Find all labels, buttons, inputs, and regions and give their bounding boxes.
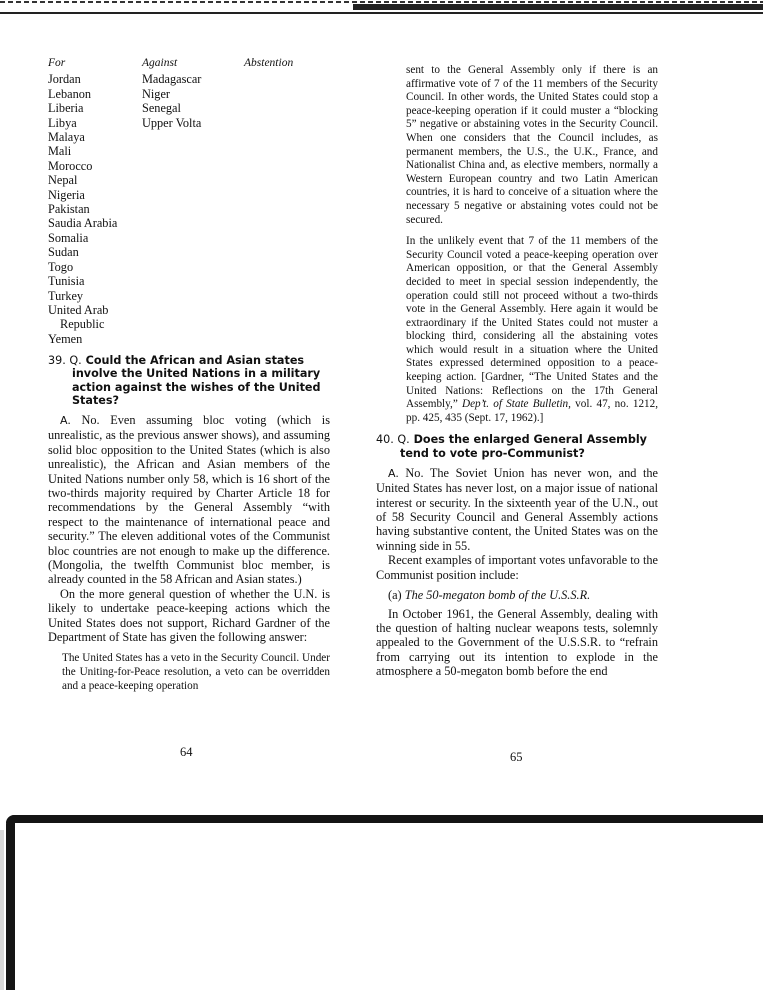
page-number-right: 65 — [510, 750, 523, 764]
vote-table — [48, 56, 330, 346]
for-item: United Arab — [48, 302, 109, 317]
page-number-left: 64 — [180, 745, 193, 759]
for-item: Nigeria — [48, 187, 85, 202]
for-item: Liberia — [48, 101, 84, 116]
for-item: Jordan — [48, 72, 81, 87]
answer-40-text-1: No. The Soviet Union has never won, and the United States has never lost, on a major issue of national interest or security. In the sixteenth year of the U.N., out of 58 Security Council and General Assembly actions having substantive content, the United States was on the winning side in 55. — [376, 465, 658, 553]
header-against: Against — [142, 57, 178, 69]
citation-title: Dep’t. of State Bulletin, — [462, 398, 571, 411]
for-item: Saudia Arabia — [48, 216, 118, 231]
subsection-a-heading — [376, 588, 658, 602]
right-page-column — [376, 64, 658, 679]
quote-right-text-b: vol. 47, no. 1212, pp. 425, 435 (Sept. 17, 1962).] — [406, 398, 659, 424]
question-39 — [48, 354, 330, 407]
scan-frame-top-bar — [6, 815, 763, 823]
question-39-text: Could the African and Asian states involve the United Nations in a military action against the wishes of the United States? — [72, 354, 321, 407]
for-item: Yemen — [48, 331, 83, 346]
gardner-quote-start — [62, 652, 330, 693]
for-item: Turkey — [48, 288, 84, 303]
for-item: Republic — [60, 317, 105, 332]
question-40-text: Does the enlarged General Assembly tend to vote pro-Communist? — [400, 433, 647, 460]
scan-top-edge — [0, 0, 763, 14]
scan-dashed-border — [0, 1, 763, 3]
against-item: Madagascar — [142, 72, 202, 87]
quote-right-paragraph-2 — [406, 235, 658, 425]
answer-39-paragraph-1 — [48, 413, 330, 587]
answer-40-paragraph-2: Recent examples of important votes unfavorable to the Communist position include: — [376, 553, 658, 582]
scan-frame-shadow — [0, 830, 4, 990]
scan-bottom-frame — [0, 815, 763, 990]
for-item: Togo — [48, 259, 74, 274]
answer-39-lead: A. — [60, 413, 71, 427]
quote-right-paragraph-1: sent to the General Assembly only if there is an affirmative vote of 7 of the 11 members of the Security Council. In other words, the United States could stop a peace-keeping operation if it could muster a “blocking 5” negative or abstaining votes in the Security Council. When one considers that the Council includes, as permanent members, the U.S., the U.K., France, and Nationalist China and, as elective members, normally a Western European country and two Latin American countries, it is hard to conceive of a situation where the necessary 5 negative or abstaining votes could not be secured. — [406, 64, 658, 226]
subsection-a-label: (a) — [388, 588, 402, 603]
answer-39-paragraph-2: On the more general question of whether the U.N. is likely to undertake peace-keeping actions which the United States does not support, Richard Gardner of the Department of State has given the following answer: — [48, 586, 330, 645]
against-item: Senegal — [142, 101, 181, 116]
header-abstention: Abstention — [244, 57, 294, 69]
gardner-quote-continued — [406, 64, 658, 425]
for-item: Lebanon — [48, 86, 92, 101]
against-item: Upper Volta — [142, 115, 202, 130]
left-page-column — [48, 56, 330, 701]
vote-table-header — [48, 56, 330, 70]
answer-40-lead: A. — [388, 466, 399, 480]
answer-39-text-1: No. Even assuming bloc voting (which is unrealistic, as the previous answer shows), and assuming solid bloc opposition to the United States (which is also unrealistic), the African and Asian members of the United Nations number only 58, which is 16 short of the two-thirds majority required by Charter Article 18 for recommendations by the General Assembly “with respect to the maintenance of international peace and security.” The eleven additional votes of the Communist bloc countries are not enough to make up the difference. (Mongolia, the twelfth Communist bloc member, is already counted in the 58 African and Asian states.) — [48, 412, 331, 587]
for-item: Pakistan — [48, 202, 90, 217]
scan-dark-bar — [353, 4, 763, 10]
for-column — [48, 72, 142, 346]
for-item: Malaya — [48, 130, 85, 145]
against-item: Niger — [142, 86, 170, 101]
answer-40-paragraph-3: In October 1961, the General Assembly, dealing with the question of halting nuclear weapons tests, solemnly appealed to the Government of the U.S.S.R. to “refrain from carrying out its intention to explode in the atmosphere a 50-megaton bomb before the end — [376, 606, 658, 679]
scan-frame-left-bar — [6, 815, 15, 990]
for-item: Morocco — [48, 158, 93, 173]
for-item: Sudan — [48, 245, 79, 260]
for-item: Libya — [48, 115, 77, 130]
question-40 — [376, 433, 658, 459]
question-40-number: 40. Q. — [376, 433, 410, 447]
for-item: Somalia — [48, 230, 89, 245]
question-39-number: 39. Q. — [48, 354, 82, 368]
answer-40-paragraph-1 — [376, 466, 658, 553]
subsection-a-title: The 50-megaton bomb of the U.S.S.R. — [404, 588, 591, 603]
for-item: Tunisia — [48, 274, 85, 289]
against-column — [142, 72, 244, 346]
quote-left-text: The United States has a veto in the Security Council. Under the Uniting-for-Peace resolution, a veto can be overridden and a peace-keeping operation — [62, 652, 330, 692]
for-item: Nepal — [48, 173, 78, 188]
header-for: For — [48, 57, 66, 69]
quote-right-text-a: In the unlikely event that 7 of the 11 members of the Security Council voted a peace-keeping operation over American opposition, or that the General Assembly decided to meet in special session independently, the operation could still not proceed without a two-thirds vote in the General Assembly. Here again it would be extraordinary if the United States could not muster a blocking third, considering all the abstaining votes which would result in a situation where the United States expressed determined opposition to a peace-keeping action. [Gardner, “The United States and the United Nations: Reflections on the 17th General Assembly,” — [406, 235, 658, 411]
for-item: Mali — [48, 144, 72, 159]
